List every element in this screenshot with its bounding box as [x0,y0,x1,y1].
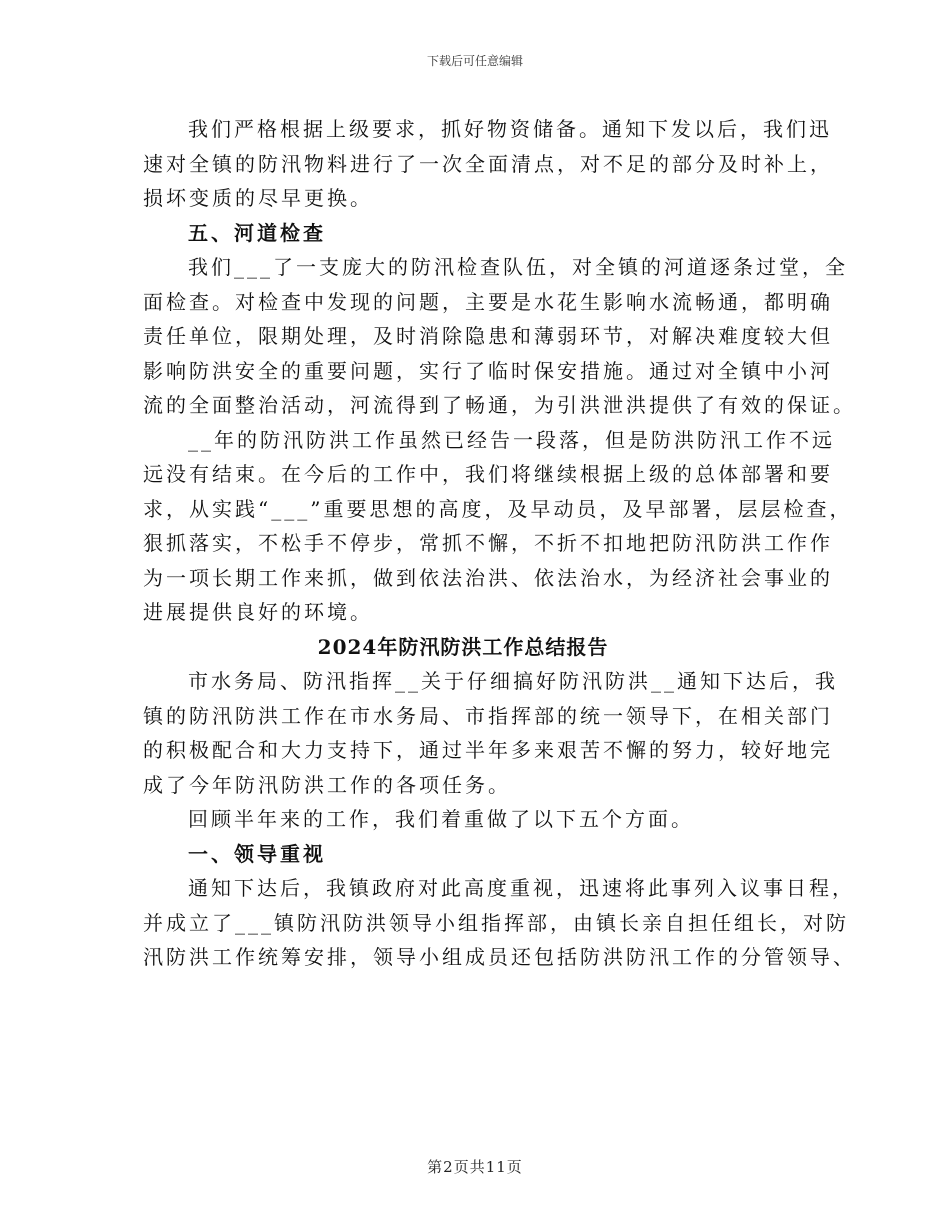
paragraph-line: 汛防洪工作统筹安排，领导小组成员还包括防洪防汛工作的分管领导、 [143,945,856,969]
paragraph-line: 回顾半年来的工作，我们着重做了以下五个方面。 [188,807,694,831]
paragraph-line: 为一项长期工作来抓，做到依法治洪、依法治水，为经济社会事业的 [143,565,833,590]
paragraph-line: 影响防洪安全的重要问题，实行了临时保安措施。通过对全镇中小河 [143,358,833,383]
paragraph-line: 我们___了一支庞大的防汛检查队伍，对全镇的河道逐条过堂，全 [188,255,848,279]
section-heading: 一、领导重视 [188,841,326,866]
document-title: 2024年防汛防洪工作总结报告 [317,634,609,659]
paragraph-line: 流的全面整治活动，河流得到了畅通，为引洪泄洪提供了有效的保证。 [143,393,856,417]
section-heading: 五、河道检查 [188,220,326,245]
paragraph-line: 责任单位，限期处理，及时消除隐患和薄弱环节，对解决难度较大但 [143,324,833,348]
paragraph-line: 进展提供良好的环境。 [143,600,373,624]
paragraph-line: 速对全镇的防汛物料进行了一次全面清点，对不足的部分及时补上， [143,151,833,176]
document-body [143,112,856,975]
paragraph-line: 求，从实践“___”重要思想的高度，及早动员，及早部署，层层检查， [143,496,853,521]
paragraph-line: 远没有结束。在今后的工作中，我们将继续根据上级的总体部署和要 [143,462,833,486]
paragraph-line: 面检查。对检查中发现的问题，主要是水花生影响水流畅通，都明确 [143,289,833,314]
paragraph-line: 成了今年防汛防洪工作的各项任务。 [143,772,511,797]
paragraph-line: 损坏变质的尽早更换。 [143,186,373,210]
paragraph-line: 狠抓落实，不松手不停步，常抓不懈，不折不扣地把防汛防洪工作作 [143,531,833,555]
page-header: 下载后可任意编辑 [426,54,523,68]
page-number: 第2页共11页 [427,1158,523,1176]
paragraph-line: 并成立了___镇防汛防洪领导小组指挥部，由镇长亲自担任组长，对防 [143,910,849,935]
paragraph-line: 市水务局、防汛指挥__关于仔细搞好防汛防洪__通知下达后，我 [188,669,838,693]
paragraph-line: 我们严格根据上级要求，抓好物资储备。通知下发以后，我们迅 [188,117,832,141]
paragraph-line: __年的防汛防洪工作虽然已经告一段落，但是防洪防汛工作不远 [188,427,835,452]
paragraph-line: 通知下达后，我镇政府对此高度重视，迅速将此事列入议事日程， [188,876,855,900]
paragraph-line: 的积极配合和大力支持下，通过半年多来艰苦不懈的努力，较好地完 [143,738,833,762]
paragraph-line: 镇的防汛防洪工作在市水务局、市指挥部的统一领导下，在相关部门 [143,703,833,728]
